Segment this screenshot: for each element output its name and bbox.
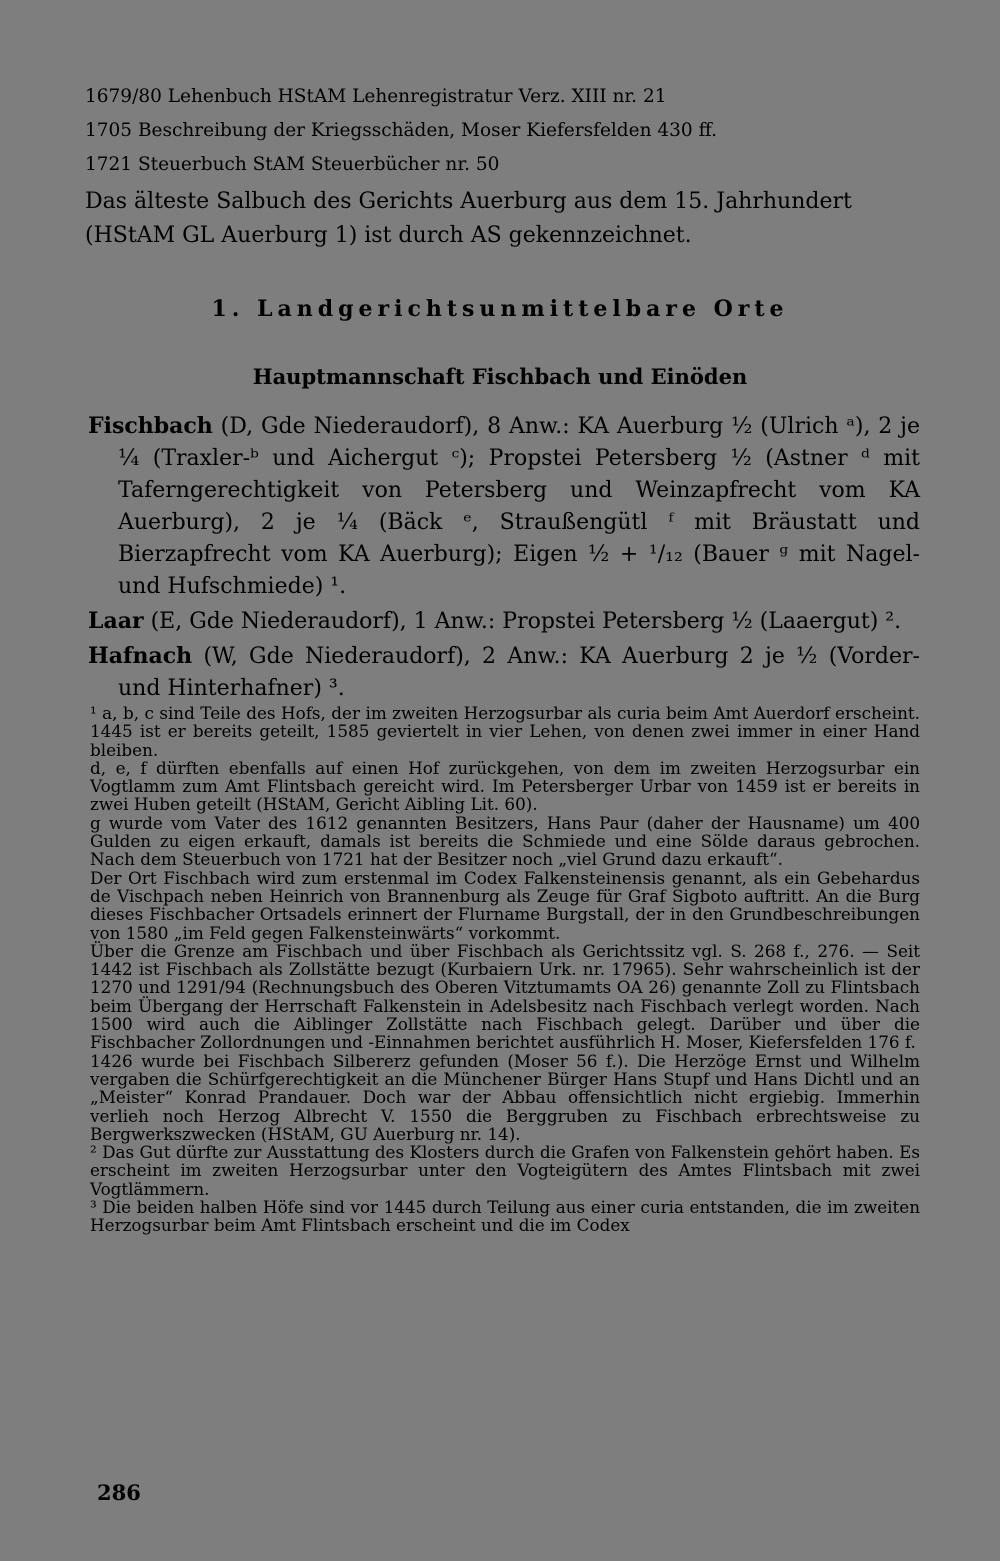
source-line: 1721 Steuerbuch StAM Steuerbücher nr. 50 bbox=[85, 154, 500, 175]
footnote: g wurde vom Vater des 1612 genannten Besitzers, Hans Paur (daher der Hausname) um 400 Gulden zu eigen erkauft, damals ist bereits die Schmiede und eine Sölde daraus gebrochen. Nach dem Steuerbuch von 1721 hat der Besitzer noch „viel Grund dazu erkauft“. bbox=[90, 812, 920, 870]
footnote: ² Das Gut dürfte zur Ausstattung des Klosters durch die Grafen von Falkenstein gehört haben. Es erscheint im zweiten Herzogsurbar unter den Vogteigütern des Amtes Flintsbach mit zwei Vogtlämmern. bbox=[90, 1142, 920, 1199]
footnote: Der Ort Fischbach wird zum erstenmal im Codex Falkensteinensis genannt, als ein Gebehardus de Vischpach neben Heinrich von Brannenburg als Zeuge für Graf Sigboto auftritt. An die Burg dieses Fischbacher Ortsadels erinnert der Flurname Burgstall, der in den Grundbeschreibungen von 1580 „im Feld gegen Falkensteinwärts“ vorkommt. bbox=[90, 867, 920, 943]
subheading: Hauptmannschaft Fischbach und Einöden bbox=[252, 364, 748, 389]
footnote: d, e, f dürften ebenfalls auf einen Hof zurückgehen, von dem im zweiten Herzogsurbar ein Vogtlamm zum Amt Flintsbach gereicht wird. Im Petersberger Urbar von 1459 ist er bereits in zwei Huben geteilt (HStAM, Gericht Aibling Lit. 60). bbox=[90, 757, 920, 815]
place-name: Fischbach bbox=[88, 413, 213, 439]
place-entries bbox=[88, 410, 920, 707]
place-entry bbox=[88, 410, 920, 603]
source-line: 1705 Beschreibung der Kriegsschäden, Moser Kiefersfelden 430 ff. bbox=[85, 120, 717, 141]
place-name: Laar bbox=[88, 608, 144, 634]
source-list bbox=[85, 80, 925, 182]
source-line: 1679/80 Lehenbuch HStAM Lehenregistratur Verz. XIII nr. 21 bbox=[85, 86, 667, 107]
place-entry bbox=[88, 605, 920, 638]
place-text: (W, Gde Niederaudorf), 2 Anw.: KA Auerburg 2 je ½ (Vorder- und Hinterhafner) ³. bbox=[118, 644, 920, 701]
footnotes bbox=[90, 704, 920, 1235]
intro-paragraph: Das älteste Salbuch des Gerichts Auerburg aus dem 15. Jahrhundert (HStAM GL Auerburg 1) ist durch AS gekennzeichnet. bbox=[85, 189, 852, 248]
page-number: 286 bbox=[97, 1480, 141, 1505]
place-text: (E, Gde Niederaudorf), 1 Anw.: Propstei Petersberg ½ (Laaergut) ². bbox=[150, 609, 902, 634]
footnote: ¹ a, b, c sind Teile des Hofs, der im zweiten Herzogsurbar als curia beim Amt Auerdorf erscheint. 1445 ist er bereits geteilt, 1585 geviertelt in vier Lehen, von denen zwei immer in einer Hand bleiben. bbox=[90, 703, 920, 760]
place-text: (D, Gde Niederaudorf), 8 Anw.: KA Auerburg ½ (Ulrich ᵃ), 2 je ¼ (Traxler-ᵇ und Aichergut ᶜ); Propstei Petersberg ½ (Astner ᵈ mit Taferngerechtigkeit von Petersberg und Weinzapfrecht vom KA Auerburg), 2 je ¼ (Bäck ᵉ, Straußengütl ᶠ mit Bräustatt und Bierzapfrecht vom KA Auerburg); Eigen ½ + ¹/₁₂ (Bauer ᵍ mit Nagel- und Hufschmiede) ¹. bbox=[118, 414, 920, 599]
section-heading: 1. Landgerichtsunmittelbare Orte bbox=[211, 296, 789, 322]
footnote: 1426 wurde bei Fischbach Silbererz gefunden (Moser 56 f.). Die Herzöge Ernst und Wilhelm vergaben die Schürfgerechtigkeit an die Münchener Bürger Hans Stupf und Hans Dichtl und an „Meister“ Konrad Prandauer. Doch war der Abbau offensichtlich nicht ergiebig. Immerhin verlieh noch Herzog Albrecht V. 1550 die Berggruben zu Fischbach erbrechtsweise zu Bergwerkszwecken (HStAM, GU Auerburg nr. 14). bbox=[90, 1050, 920, 1144]
footnote: Über die Grenze am Fischbach und über Fischbach als Gerichtssitz vgl. S. 268 f., 276. — Seit 1442 ist Fischbach als Zollstätte bezugt (Kurbaiern Urk. nr. 17965). Sehr wahrscheinlich ist der 1270 und 1291/94 (Rechnungsbuch des Oberen Vitztumamts OA 26) genannte Zoll zu Flintsbach beim Übergang der Herrschaft Falkenstein in Adelsbesitz nach Fischbach verlegt worden. Nach 1500 wird auch die Aiblinger Zollstätte nach Fischbach gelegt. Darüber und über die Fischbacher Zollordnungen und -Einnahmen berichtet ausführlich H. Moser, Kiefersfelden 176 f. bbox=[90, 940, 920, 1053]
place-entry bbox=[88, 640, 920, 705]
place-name: Hafnach bbox=[88, 643, 193, 669]
footnote: ³ Die beiden halben Höfe sind vor 1445 durch Teilung aus einer curia entstanden, die im zweiten Herzogsurbar beim Amt Flintsbach erscheint und die im Codex bbox=[90, 1197, 920, 1236]
